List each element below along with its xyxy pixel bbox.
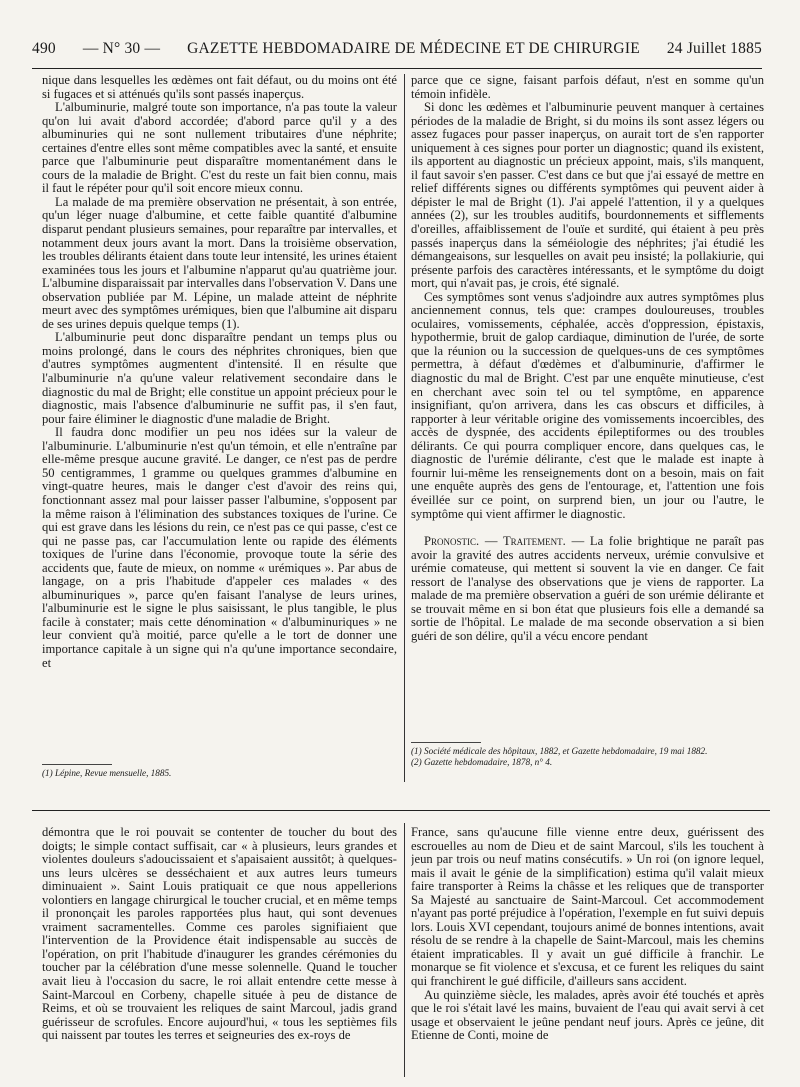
paragraph: France, sans qu'aucune fille vienne entre deux, guérissent des escrouelles au nom de Dieu et de saint Marcoul, s'ils les touchent à jeun par trois ou neuf matins consécutifs. » Un roi (on ignore lequel, mais il avait le génie de la simplification) estima qu'il valait mieux faire transporter à Reims la châsse et les reliques que de transporter Sa Majesté au sanctuaire de Saint-Marcoul. Cet accommodement n'ayant pas porté préjudice à l'opération, l'exemple en fut suivi depuis lors. Louis XVI cependant, toujours animé de bonnes intentions, avait résolu de se rendre à la chapelle de Saint-Marcoul, mais les chemins étaient impraticables. Il y avait un gué difficile à franchir. Le monarque se fit violence et s'excusa, et ce furent les reliques du saint qui franchirent le gué difficile, d'ailleurs sans accident. — [411, 826, 764, 989]
paragraph: parce que ce signe, faisant parfois défaut, n'est en somme qu'un témoin infidèle. — [411, 74, 764, 101]
section-heading: Pronostic. — Traitement. — [424, 534, 566, 549]
paragraph: Si donc les œdèmes et l'albuminurie peuvent manquer à certaines périodes de la maladie de Bright, si du moins ils sont assez légers ou assez fugaces pour passer inaperçus, on aurait tort de s'en rapporter uniquement à ces signes pour porter un diagnostic; quand ils existent, ils apportent au diagnostic un précieux appoint, mais, s'ils manquent, il faut savoir s'en passer. C'est dans ce but que j'ai essayé de mettre en relief différents signes ou différents symptômes qui peuvent aider à dépister le mal de Bright (1). J'ai appelé l'attention, il y a quelques années (2), sur les troubles auditifs, bourdonnements et sifflements d'oreilles, affaiblissement de l'ouïe et surdité, qui étaient à peu près passés inaperçus dans la séméiologie des néphrites; j'ai étudié les démangeaisons, sur lesquelles on avait peu insisté; la pollakiurie, qui présente parfois des caractères intéressants, et le symptôme du doigt mort, qui n'avait pas, je crois, été signalé. — [411, 100, 764, 291]
paragraph-text: — La folie brightique ne paraît pas avoir la gravité des autres accidents nerveux, urémie convulsive et urémie comateuse, qui mettent si souvent la vie en danger. Ce fait ressort de l'analyse des observations que je viens de rapporter. La malade de ma première observation a guéri de son urémie délirante et se trouvait même en si bon état que plusieurs fois elle a demandé sa sortie de l'hôpital. Le malade de ma seconde observation a si bien guéri de son délire, qu'il a vécu encore pendant — [411, 534, 764, 643]
issue-date: 24 Juillet 1885 — [666, 40, 762, 57]
header-rule — [32, 68, 762, 69]
footnote: (1) Société médicale des hôpitaux, 1882, et Gazette hebdomadaire, 19 mai 1882. — [411, 746, 708, 756]
article-column-right — [411, 74, 764, 766]
paragraph: démontra que le roi pouvait se contenter de toucher du bout des doigts; le simple contact suffisait, car « à plusieurs, leurs grandes et violentes douleurs s'adoucissaient et s'apaisaient aussitôt; à quelques-uns leurs ulcères se desséchaient et aux autres leurs tumeurs diminuaient ». Saint Louis pratiquait ce que nous appellerions volontiers en langage chirurgical le toucher crucial, et en même temps il prononçait les paroles rapportées plus haut, qui sont devenues vraiment sacramentelles. Comme ces paroles signifiaient que l'intervention de la Providence était indispensable au succès de l'opération, on prit l'habitude d'inaugurer les grandes cérémonies du toucher par la célébration d'une messe solennelle. Quand le toucher avait lieu à l'occasion du sacre, le roi allait entendre cette messe à Saint-Marcoul en Corbeny, chapelle située à peu de distance de Reims, et où se trouvaient les reliques de saint Marcoul, jadis grand guérisseur de scrofules. Encore aujourd'hui, « tous les septièmes fils qui naissent par toutes les terres et seigneuries des ex-roys de — [42, 826, 397, 1043]
section-paragraph — [411, 535, 764, 643]
footnote: (1) Lépine, Revue mensuelle, 1885. — [42, 768, 172, 778]
paragraph: L'albuminurie, malgré toute son importance, n'a pas toute la valeur qu'on lui avait d'abord accordée; d'abord parce qu'il y a des albuminuries qui ne sont nullement tributaires d'une néphrite; certaines d'entre elles sont même compatibles avec la santé, et ensuite parce que l'albuminurie peut disparaître momentanément dans le cours de la maladie de Bright. C'est du reste un fait bien connu, mais il faut le répéter pour qu'il soit encore mieux connu. — [42, 100, 397, 196]
column-divider-top — [404, 74, 405, 782]
article-column-left — [42, 74, 397, 770]
feuilleton-column-right — [411, 826, 764, 1077]
section-separator — [32, 810, 770, 811]
issue-number: — N° 30 — — [82, 40, 161, 57]
paragraph: Ces symptômes sont venus s'adjoindre aux autres symptômes plus anciennement connus, tels que: crampes douloureuses, troubles oculaires, vomissements, céphalée, accès d'oppression, épistaxis, hypothermie, bruit de galop cardiaque, diminution de l'urée, de sorte que la réunion ou la succession de quelques-uns de ces symptômes permettra, à défaut d'œdèmes et d'albuminurie, d'affirmer le diagnostic du mal de Bright. C'est par une enquête minutieuse, c'est en cherchant avec soin tel ou tel symptôme, en apparence insignifiant, qu'on arrivera, dans les cas obscurs et difficiles, à rapporter à leur véritable origine des vomissements incoercibles, des accès de dyspnée, des accidents épileptiformes ou des troubles délirants. Ce qui pourra compliquer encore, dans quelques cas, le diagnostic de l'urémie délirante, c'est que le malade est inapte à fournir lui-même les renseignements dont on a besoin, mais on fait une enquête auprès des gens de l'entourage, et, l'attention une fois éveillée sur ce point, on surprend bien, un jour ou l'autre, le symptôme qui vient affirmer le diagnostic. — [411, 289, 764, 521]
feuilleton-column-left — [42, 826, 397, 1077]
paragraph: Il faudra donc modifier un peu nos idées sur la valeur de l'albuminurie. L'albuminurie n'est qu'un témoin, et elle n'entraîne par elle-même presque aucune gravité. Le danger, ce n'est pas de perdre 50 centigrammes, 1 gramme ou quelques grammes d'albumine en vingt-quatre heures, mais le danger c'est d'avoir des reins qui, fonctionnant assez mal pour laisser passer l'albumine, s'opposent par la même raison à l'élimination des substances toxiques de l'urine. Ce qui est grave dans les lésions du rein, ce n'est pas ce qui passe, c'est ce qui ne passe pas, car l'accumulation lente ou rapide des éléments toxiques de l'urine dans l'économie, provoque toute la série des accidents que, faute de mieux, on nomme « urémiques ». Par abus de langage, on a pris l'habitude d'appeler ces malades « des albuminuriques », parce qu'en faisant l'analyse de leurs urines, l'albuminurie est le signe le plus saisissant, le plus tangible, le plus facile à constater; mais cette dénomination « d'albuminuriques » ne leur convient qu'à moitié, parce qu'elle a le tort de donner une importance capitale à un signe qui n'a qu'une importance secondaire, et — [42, 425, 397, 670]
page-number: 490 — [32, 40, 56, 57]
page-header — [32, 40, 762, 62]
footnote: (2) Gazette hebdomadaire, 1878, n° 4. — [411, 757, 553, 768]
footnotes-left — [42, 768, 397, 779]
column-divider-bottom — [404, 823, 405, 1077]
footnotes-right — [411, 746, 764, 769]
journal-title: GAZETTE HEBDOMADAIRE DE MÉDECINE ET DE CHIRURGIE — [187, 40, 640, 57]
paragraph: nique dans lesquelles les œdèmes ont fait défaut, ou du moins ont été si fugaces et si atténués qu'ils sont passés inaperçus. — [42, 74, 397, 101]
paragraph: L'albuminurie peut donc disparaître pendant un temps plus ou moins prolongé, dans le cours des néphrites chroniques, bien que d'autres symptômes augmentent d'intensité. Il en résulte que l'albuminurie n'a qu'une valeur relativement secondaire dans le diagnostic du mal de Bright; elle constitue un appoint précieux pour le diagnostic, mais l'absence d'albuminurie ne suffit pas, il s'en faut, pour faire éliminer le diagnostic d'une maladie de Bright. — [42, 330, 397, 426]
footnote-rule-right — [411, 742, 481, 743]
paragraph: La malade de ma première observation ne présentait, à son entrée, qu'un léger nuage d'albumine, et cette faible quantité d'albumine disparut pendant plusieurs semaines, pour reparaître par intervalles, et notamment deux jours avant la mort. Dans la troisième observation, les troubles délirants étaient dans toute leur intensité, les urines étaient examinées tous les jours et l'albumine n'apparut qu'au quatrième jour. L'albumine disparaissait par intervalles dans l'observation V. Dans une observation publiée par M. Lépine, un malade atteint de néphrite meurt avec des symptômes urémiques, bien que l'albumine ait disparu de ses urines depuis quelque temps (1). — [42, 194, 397, 331]
footnote-rule-left — [42, 764, 112, 765]
paragraph: Au quinzième siècle, les malades, après avoir été touchés et après que le roi s'était lavé les mains, buvaient de l'eau qui avait servi à cet usage et observaient le jeûne pendant neuf jours. Après ce jeûne, dit Etienne de Conti, moine de — [411, 987, 764, 1043]
